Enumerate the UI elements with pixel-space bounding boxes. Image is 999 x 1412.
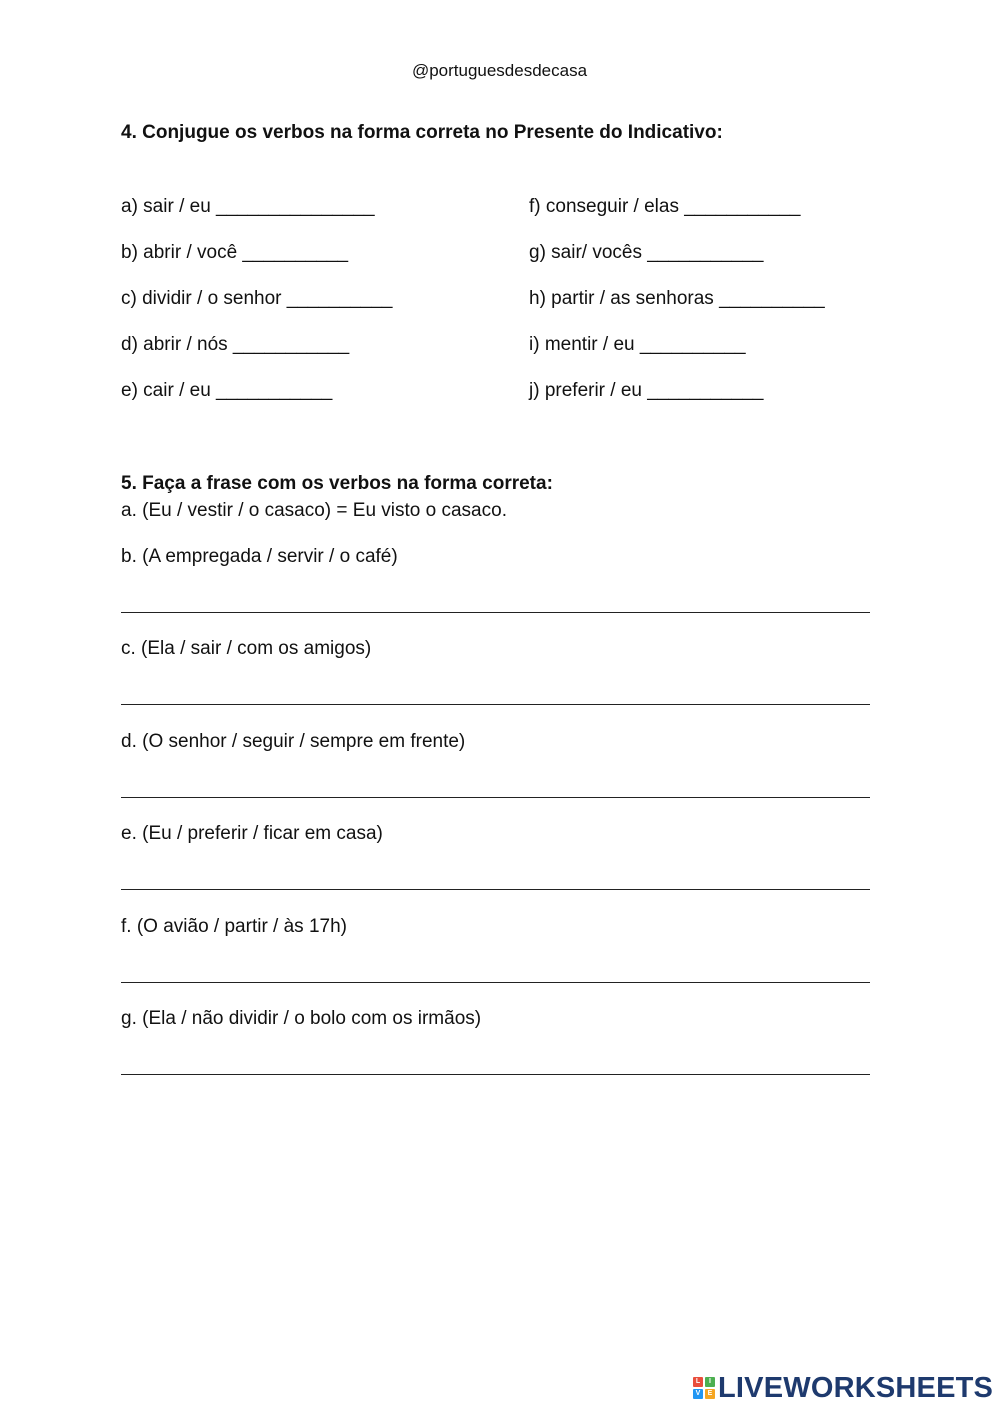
liveworksheets-logo xyxy=(693,1373,993,1403)
sentence-prompt-f: f. (O avião / partir / às 17h) xyxy=(121,916,347,937)
answer-line-c[interactable] xyxy=(121,704,870,705)
logo-letter-l: L xyxy=(693,1377,703,1387)
section4-title: 4. Conjugue os verbos na forma correta no Presente do Indicativo: xyxy=(121,122,723,143)
logo-letter-i: I xyxy=(705,1377,715,1387)
answer-line-b[interactable] xyxy=(121,612,870,613)
conjugation-item-e[interactable]: e) cair / eu ___________ xyxy=(121,380,333,401)
sentence-prompt-b: b. (A empregada / servir / o café) xyxy=(121,546,398,567)
answer-line-d[interactable] xyxy=(121,797,870,798)
logo-mark-icon xyxy=(693,1377,715,1399)
sentence-prompt-c: c. (Ela / sair / com os amigos) xyxy=(121,638,372,659)
conjugation-item-i[interactable]: i) mentir / eu __________ xyxy=(529,334,746,355)
sentence-prompt-d: d. (O senhor / seguir / sempre em frente) xyxy=(121,731,466,752)
section5-title: 5. Faça a frase com os verbos na forma correta: xyxy=(121,473,553,494)
logo-letter-v: V xyxy=(693,1389,703,1399)
conjugation-item-g[interactable]: g) sair/ vocês ___________ xyxy=(529,242,764,263)
conjugation-item-f[interactable]: f) conseguir / elas ___________ xyxy=(529,196,801,217)
sentence-prompt-g: g. (Ela / não dividir / o bolo com os irmãos) xyxy=(121,1008,482,1029)
sentence-example: a. (Eu / vestir / o casaco) = Eu visto o casaco. xyxy=(121,500,507,521)
conjugation-item-d[interactable]: d) abrir / nós ___________ xyxy=(121,334,350,355)
conjugation-item-b[interactable]: b) abrir / você __________ xyxy=(121,242,349,263)
logo-text: LIVEWORKSHEETS xyxy=(718,1371,994,1404)
answer-line-g[interactable] xyxy=(121,1074,870,1075)
conjugation-item-a[interactable]: a) sair / eu _______________ xyxy=(121,196,375,217)
conjugation-item-h[interactable]: h) partir / as senhoras __________ xyxy=(529,288,825,309)
conjugation-item-j[interactable]: j) preferir / eu ___________ xyxy=(529,380,764,401)
answer-line-e[interactable] xyxy=(121,889,870,890)
logo-letter-e: E xyxy=(705,1389,715,1399)
header-handle: @portuguesdesdecasa xyxy=(411,61,588,80)
answer-line-f[interactable] xyxy=(121,982,870,983)
sentence-prompt-e: e. (Eu / preferir / ficar em casa) xyxy=(121,823,383,844)
conjugation-item-c[interactable]: c) dividir / o senhor __________ xyxy=(121,288,393,309)
